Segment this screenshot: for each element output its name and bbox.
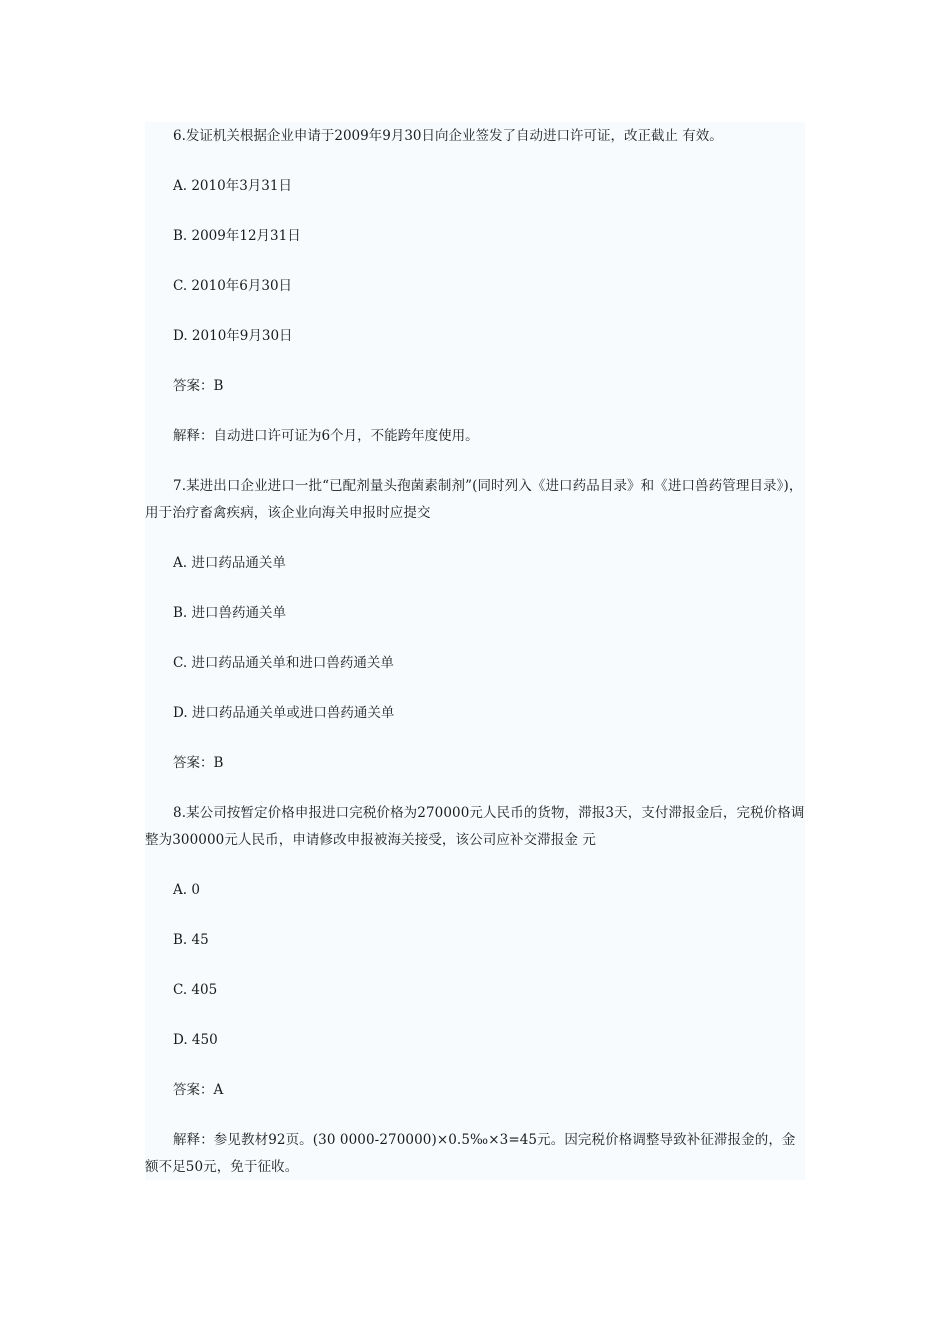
question-7-stem: 7.某进出口企业进口一批“已配剂量头孢菌素制剂”(同时列入《进口药品目录》和《进口兽药管理目录》)，用于治疗畜禽疾病，该企业向海关申报时应提交 xyxy=(145,478,803,521)
question-6-option-b: B. 2009年12月31日 xyxy=(173,228,301,244)
question-6-option-a: A. 2010年3月31日 xyxy=(173,178,292,194)
question-6-stem: 6.发证机关根据企业申请于2009年9月30日向企业签发了自动进口许可证，改正截止 有效。 xyxy=(173,128,723,144)
question-7-answer: 答案：B xyxy=(173,755,224,771)
question-7-option-d: D. 进口药品通关单或进口兽药通关单 xyxy=(173,705,395,721)
question-8-option-c: C. 405 xyxy=(173,982,218,998)
question-6-answer: 答案：B xyxy=(173,378,224,394)
question-8-option-b: B. 45 xyxy=(173,932,209,948)
question-6-option-c: C. 2010年6月30日 xyxy=(173,278,293,294)
question-8-explanation: 解释：参见教材92页。(30 0000-270000)×0.5‰×3=45元。因完税价格调整导致补征滞报金的，金额不足50元，免于征收。 xyxy=(145,1132,796,1175)
question-8-option-d: D. 450 xyxy=(173,1032,218,1048)
question-6-explanation: 解释：自动进口许可证为6个月，不能跨年度使用。 xyxy=(173,428,479,444)
question-7-option-b: B. 进口兽药通关单 xyxy=(173,605,287,621)
question-7-option-c: C. 进口药品通关单和进口兽药通关单 xyxy=(173,655,394,671)
question-6-option-d: D. 2010年9月30日 xyxy=(173,328,293,344)
question-8-option-a: A. 0 xyxy=(173,882,200,898)
question-7-option-a: A. 进口药品通关单 xyxy=(173,555,286,571)
question-8-stem: 8.某公司按暂定价格申报进口完税价格为270000元人民币的货物，滞报3天，支付滞报金后，完税价格调整为300000元人民币，申请修改申报被海关接受，该公司应补交滞报金 元 xyxy=(145,805,805,848)
question-8-answer: 答案：A xyxy=(173,1082,224,1098)
